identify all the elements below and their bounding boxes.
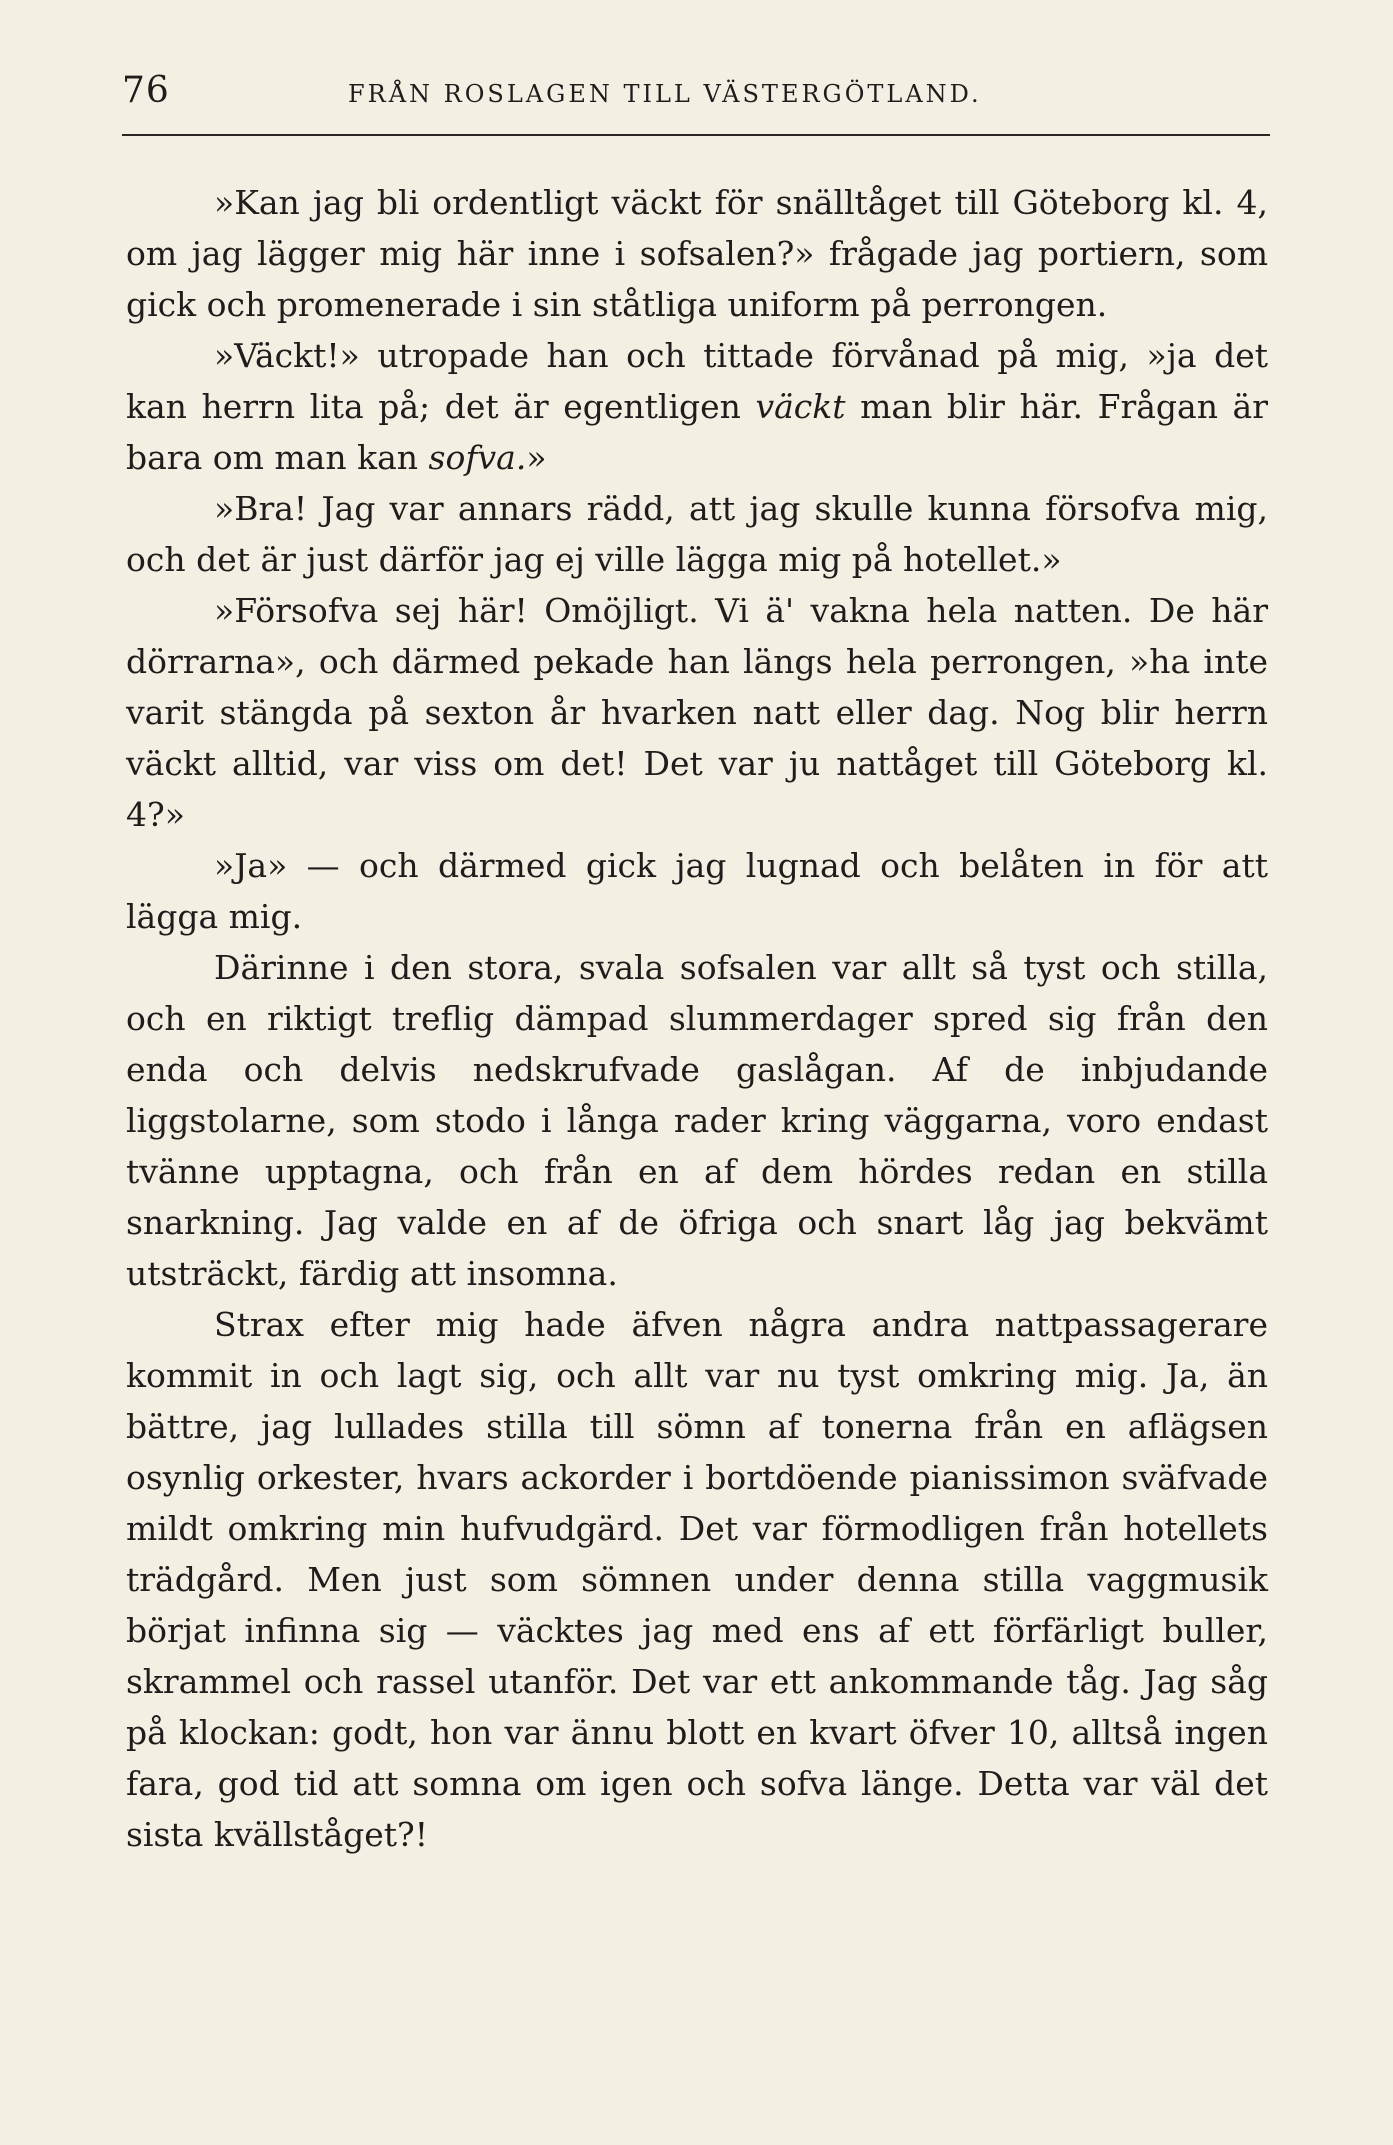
running-head: FRÅN ROSLAGEN TILL VÄSTERGÖTLAND. [348, 80, 982, 108]
paragraph-2-text-middle: man blir här. Frågan är bara om man kan [126, 387, 1268, 477]
paragraph-5-text: »Ja» — och därmed gick jag lugnad och belåten in för att lägga mig. [126, 846, 1268, 936]
paragraph-4 [126, 585, 1268, 840]
paragraph-2-italic-word-2: sofva. [428, 438, 527, 477]
paragraph-3 [126, 483, 1268, 585]
paragraph-4-text: »Försofva sej här! Omöjligt. Vi ä' vakna hela natten. De här dörrarna», och därmed pekade han längs hela perrongen, »ha inte varit stängda på sexton år hvarken natt eller dag. Nog blir herrn väckt alltid, var viss om det! Det var ju nattåget till Göteborg kl. 4?» [126, 591, 1268, 834]
paragraph-7 [126, 1299, 1268, 1860]
paragraph-3-text: »Bra! Jag var annars rädd, att jag skulle kunna försofva mig, och det är just därför jag ej ville lägga mig på hotellet.» [126, 489, 1268, 579]
paragraph-6 [126, 942, 1268, 1299]
paragraph-1 [126, 177, 1268, 330]
paragraph-2-text-end: » [526, 438, 547, 477]
paragraph-2-text-start: »Väckt!» utropade han och tittade förvånad på mig, »ja det kan herrn lita på; det är egentligen [126, 336, 1268, 426]
page-number: 76 [122, 70, 170, 111]
paragraph-5 [126, 840, 1268, 942]
paragraph-6-text: Därinne i den stora, svala sofsalen var allt så tyst och stilla, och en riktigt treflig dämpad slummerdager spred sig från den enda och delvis nedskrufvade gaslågan. Af de inbjudande liggstolarne, som stodo i långa rader kring väggarna, voro endast tvänne upptagna, och från en af dem hördes redan en stilla snarkning. Jag valde en af de öfriga och snart låg jag bekvämt utsträckt, färdig att insomna. [126, 948, 1268, 1293]
paragraph-7-text: Strax efter mig hade äfven några andra nattpassagerare kommit in och lagt sig, och allt var nu tyst omkring mig. Ja, än bättre, jag lullades stilla till sömn af tonerna från en aflägsen osynlig orkester, hvars ackorder i bortdöende pianissimon sväfvade mildt omkring min hufvudgärd. Det var förmodligen från hotellets trädgård. Men just som sömnen under denna stilla vaggmusik börjat infinna sig — väcktes jag med ens af ett förfärligt buller, skrammel och rassel utanför. Det var ett ankommande tåg. Jag såg på klockan: godt, hon var ännu blott en kvart öfver 10, alltså ingen fara, god tid att somna om igen och sofva länge. Detta var väl det sista kvällståget?! [126, 1305, 1268, 1854]
paragraph-2 [126, 330, 1268, 483]
paragraph-2-italic-word-1: väckt [755, 387, 846, 426]
body-text [126, 177, 1268, 1860]
header-rule [122, 134, 1270, 136]
paragraph-1-text: »Kan jag bli ordentligt väckt för snälltåget till Göteborg kl. 4, om jag lägger mig här inne i sofsalen?» frågade jag portiern, som gick och promenerade i sin ståtliga uniform på perrongen. [126, 183, 1268, 324]
